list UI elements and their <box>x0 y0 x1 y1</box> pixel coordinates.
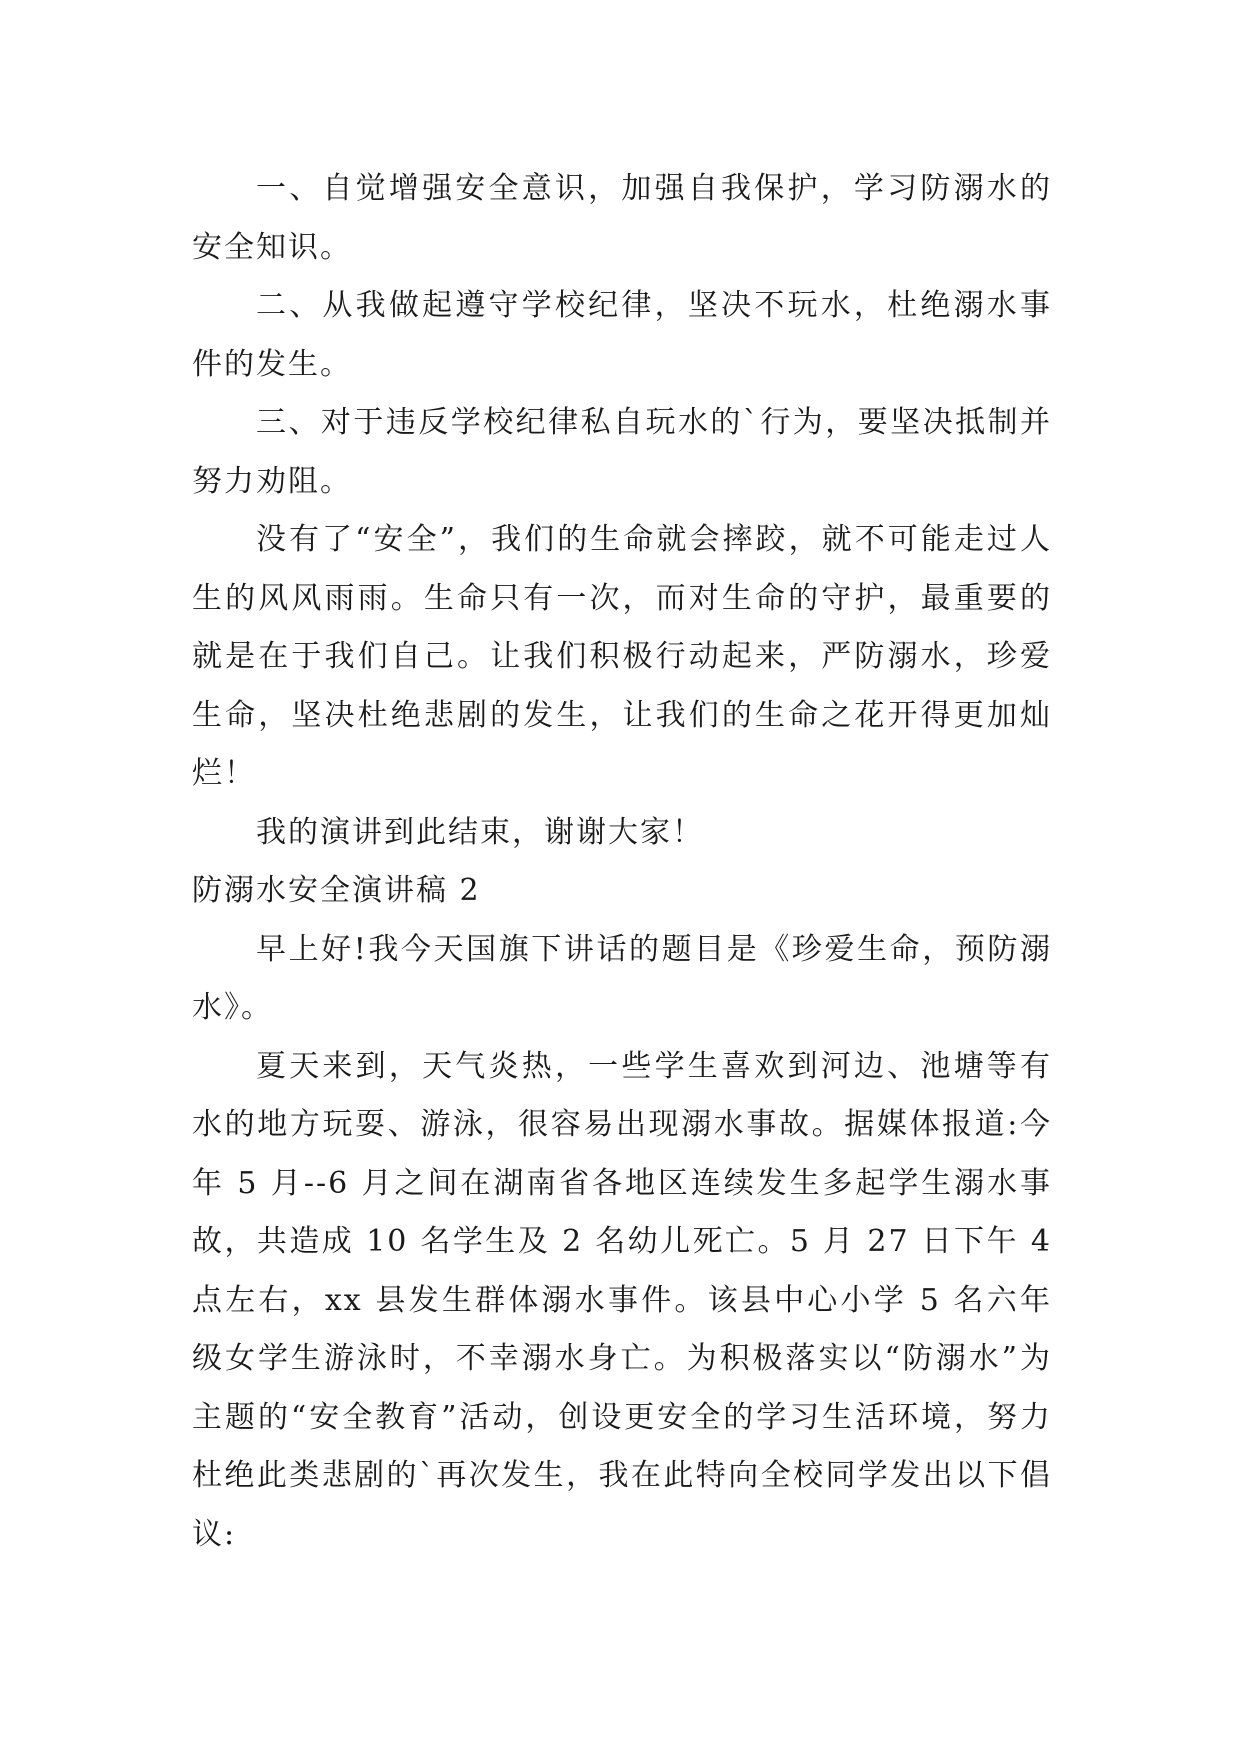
section-heading: 防溺水安全演讲稿 2 <box>192 873 481 908</box>
paragraph-cherish-life: 没有了“安全”，我们的生命就会摔跤，就不可能走过人生的风风雨雨。生命只有一次，而对生命的守护，最重要的就是在于我们自己。让我们积极行动起来，严防溺水，珍爱生命，坚决杜绝悲剧的发生，让我们的生命之花开得更加灿烂！ <box>192 522 1052 791</box>
paragraph-incident-report: 夏天来到，天气炎热，一些学生喜欢到河边、池塘等有水的地方玩耍、游泳，很容易出现溺水事故。据媒体报道:今年 5 月--6 月之间在湖南省各地区连续发生多起学生溺水事故，共造成 10 名学生及 2 名幼儿死亡。5 月 27 日下午 4 点左右，xx 县发生群体溺水事件。该县中心小学 5 名六年级女学生游泳时，不幸溺水身亡。为积极落实以“防溺水”为主题的“安全教育”活动，创设更安全的学习生活环境，努力杜绝此类悲剧的`再次发生，我在此特向全校同学发出以下倡议: <box>192 1048 1052 1552</box>
paragraph-safety-awareness: 一、自觉增强安全意识，加强自我保护，学习防溺水的安全知识。 <box>192 171 1052 265</box>
document-body <box>192 160 1052 1564</box>
paragraph-discourage-violations: 三、对于违反学校纪律私自玩水的`行为，要坚决抵制并努力劝阻。 <box>192 405 1052 499</box>
paragraph-greeting: 早上好!我今天国旗下讲话的题目是《珍爱生命，预防溺水》。 <box>192 931 1052 1025</box>
paragraph-school-discipline: 二、从我做起遵守学校纪律，坚决不玩水，杜绝溺水事件的发生。 <box>192 288 1052 382</box>
paragraph-closing: 我的演讲到此结束，谢谢大家！ <box>256 814 704 850</box>
